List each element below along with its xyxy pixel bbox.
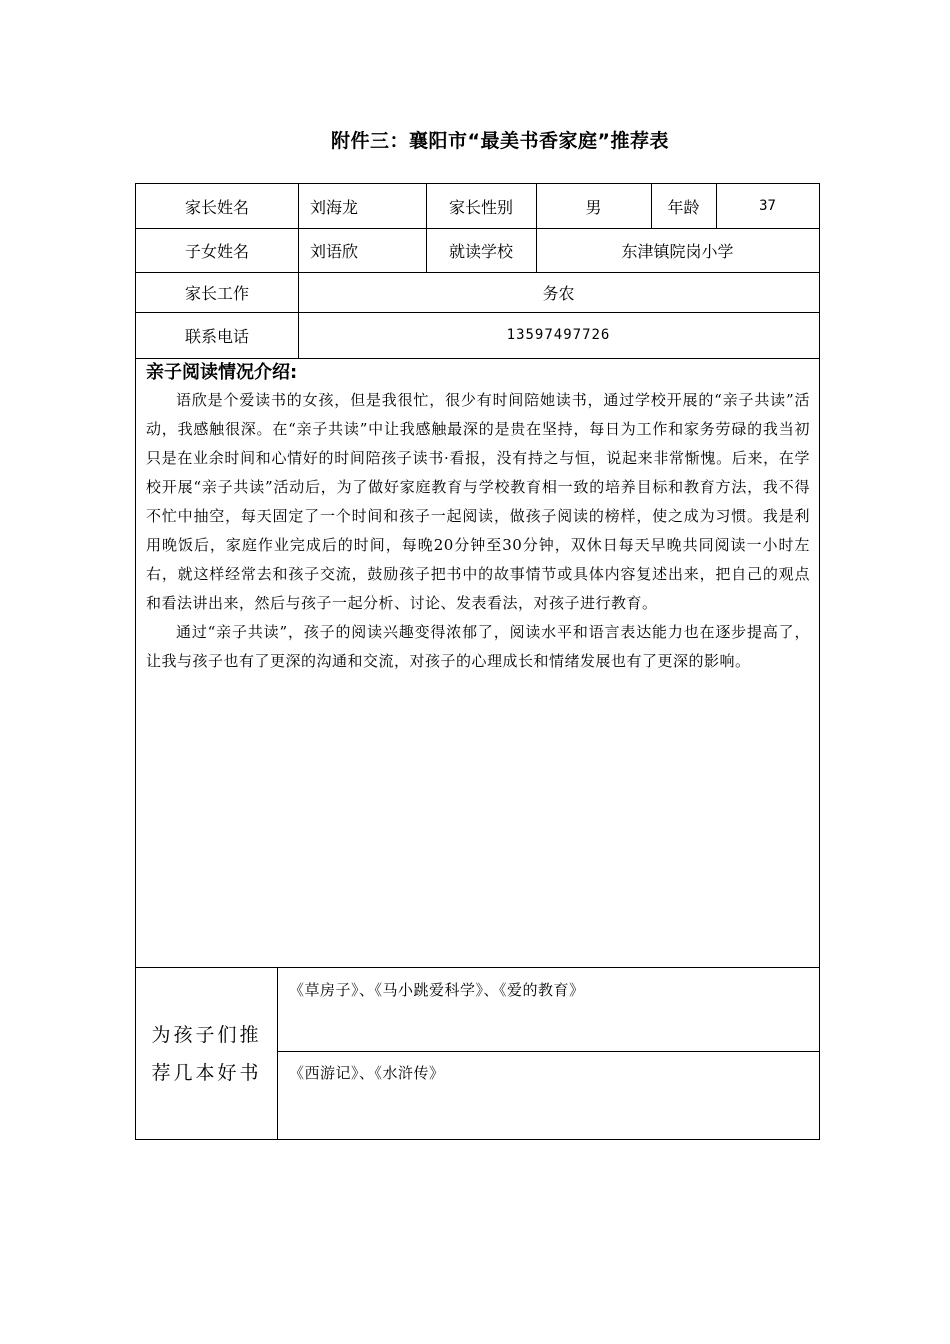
book-list-2: 《西游记》、《水浒传》 <box>289 1064 445 1082</box>
parent-name-label: 家长姓名 <box>184 197 249 217</box>
phone-value: 13597497726 <box>506 327 611 343</box>
document-title: 附件三：襄阳市“最美书香家庭”推荐表 <box>331 130 669 152</box>
reading-intro-section <box>146 360 810 676</box>
phone-label: 联系电话 <box>184 326 249 346</box>
child-name-value: 刘语欣 <box>310 241 359 261</box>
column-divider <box>277 967 278 1140</box>
book-recommendation-label: 为孩子们推荐几本好书 <box>151 1023 262 1084</box>
row-divider <box>136 358 819 359</box>
child-name-label: 子女姓名 <box>184 241 249 261</box>
gender-label: 家长性别 <box>448 197 513 217</box>
parent-name-value: 刘海龙 <box>310 197 359 217</box>
school-value: 东津镇院岗小学 <box>621 241 734 261</box>
intro-paragraph: 通过“亲子共读”，孩子的阅读兴趣变得浓郁了，阅读水平和语言表达能力也在逐步提高了，让我与孩子也有了更深的沟通和交流，对孩子的心理成长和情绪发展也有了更深的影响。 <box>146 623 810 670</box>
job-value: 务农 <box>542 283 575 303</box>
book-list-1: 《草房子》、《马小跳爱科学》、《爱的教育》 <box>289 981 585 999</box>
school-label: 就读学校 <box>448 241 513 261</box>
intro-heading: 亲子阅读情况介绍: <box>146 362 298 383</box>
intro-paragraph: 语欣是个爱读书的女孩，但是我很忙，很少有时间陪她读书，通过学校开展的“亲子共读”活动，我感触很深。在“亲子共读”中让我感触最深的是贵在坚持，每日为工作和家务劳碌的我当初只是在业余时间和心情好的时间陪孩子读书·看报，没有持之与恒，说起来非常惭愧。后来，在学校开展“亲子共读”活动后，为了做好家庭教育与学校教育相一致的培养目标和教育方法，我不得不忙中抽空，每天固定了一个时间和孩子一起阅读，做孩子阅读的榜样，使之成为习惯。我是利用晚饭后，家庭作业完成后的时间，每晚20分钟至30分钟，双休日每天早晚共同阅读一小时左右，就这样经常去和孩子交流，鼓励孩子把书中的故事情节或具体内容复述出来，把自己的观点和看法讲出来，然后与孩子一起分析、讨论、发表看法，对孩子进行教育。 <box>146 391 810 612</box>
job-label: 家长工作 <box>184 283 249 303</box>
age-label: 年龄 <box>667 197 700 217</box>
gender-value: 男 <box>585 197 602 217</box>
row-divider <box>277 1051 819 1052</box>
age-value: 37 <box>759 198 776 214</box>
recommendation-form <box>135 183 820 1140</box>
